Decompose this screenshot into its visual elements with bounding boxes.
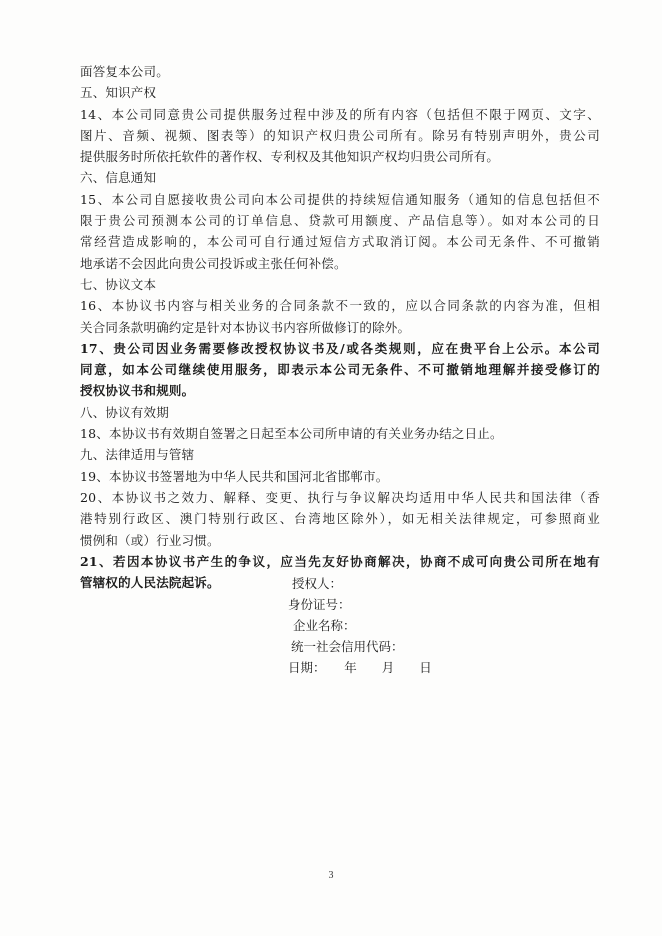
document-line: 管辖权的人民法院起诉。 — [80, 575, 220, 591]
document-line: 五、知识产权 — [80, 85, 157, 101]
document-line: 16、本协议书内容与相关业务的合同条款不一致的，应以合同条款的内容为准，但相 — [80, 298, 600, 314]
document-line: 港特别行政区、澳门特别行政区、台湾地区除外），如无相关法律规定，可参照商业 — [80, 511, 600, 527]
document-line: 提供服务时所依托软件的著作权、专利权及其他知识产权均归贵公司所有。 — [80, 149, 500, 165]
id-number-label: 身份证号： — [288, 597, 351, 612]
document-line: 20、本协议书之效力、解释、变更、执行与争议解决均适用中华人民共和国法律（香 — [80, 489, 600, 505]
document-line: 常经营造成影响的，本公司可自行通过短信方式取消订阅。本公司无条件、不可撤销 — [80, 234, 600, 250]
document-line: 授权协议书和规则。 — [80, 383, 195, 399]
document-body — [80, 61, 600, 593]
company-name-label: 企业名称： — [293, 618, 356, 633]
document-line: 惯例和（或）行业习惯。 — [80, 532, 220, 548]
document-line: 21、若因本协议书产生的争议，应当先友好协商解决，协商不成可向贵公司所在地有 — [80, 553, 600, 569]
document-line: 18、本协议书有效期自签署之日起至本公司所申请的有关业务办结之日止。 — [80, 426, 503, 442]
signature-block — [288, 573, 488, 678]
document-line: 七、协议文本 — [80, 276, 157, 292]
page-number: 3 — [328, 870, 334, 881]
document-line: 面答复本公司。 — [80, 64, 169, 79]
document-line: 15、本公司自愿接收贵公司向本公司提供的持续短信通知服务（通知的信息包括但不 — [80, 191, 600, 207]
document-line: 九、法律适用与管辖 — [80, 447, 195, 463]
document-line: 六、信息通知 — [80, 170, 157, 186]
date-label: 日期： 年 月 日 — [288, 660, 432, 675]
document-line: 地承诺不会因此向贵公司投诉或主张任何补偿。 — [80, 255, 347, 271]
credit-code-label: 统一社会信用代码： — [291, 639, 404, 654]
document-line: 19、本协议书签署地为中华人民共和国河北省邯郸市。 — [80, 468, 389, 484]
document-line: 图片、音频、视频、图表等）的知识产权归贵公司所有。除另有特别声明外，贵公司 — [80, 127, 600, 143]
document-line: 17、贵公司因业务需要修改授权协议书及/或各类规则，应在贵平台上公示。本公司 — [80, 340, 600, 356]
document-line: 关合同条款明确约定是针对本协议书内容所做修订的除外。 — [80, 319, 411, 335]
authorizer-label: 授权人： — [292, 576, 343, 591]
document-line: 同意，如本公司继续使用服务，即表示本公司无条件、不可撤销地理解并接受修订的 — [80, 362, 600, 378]
document-line: 八、协议有效期 — [80, 404, 169, 420]
document-line: 限于贵公司预测本公司的订单信息、贷款可用额度、产品信息等）。如对本公司的日 — [80, 213, 600, 229]
document-line: 14、本公司同意贵公司提供服务过程中涉及的所有内容（包括但不限于网页、文字、 — [80, 106, 600, 122]
